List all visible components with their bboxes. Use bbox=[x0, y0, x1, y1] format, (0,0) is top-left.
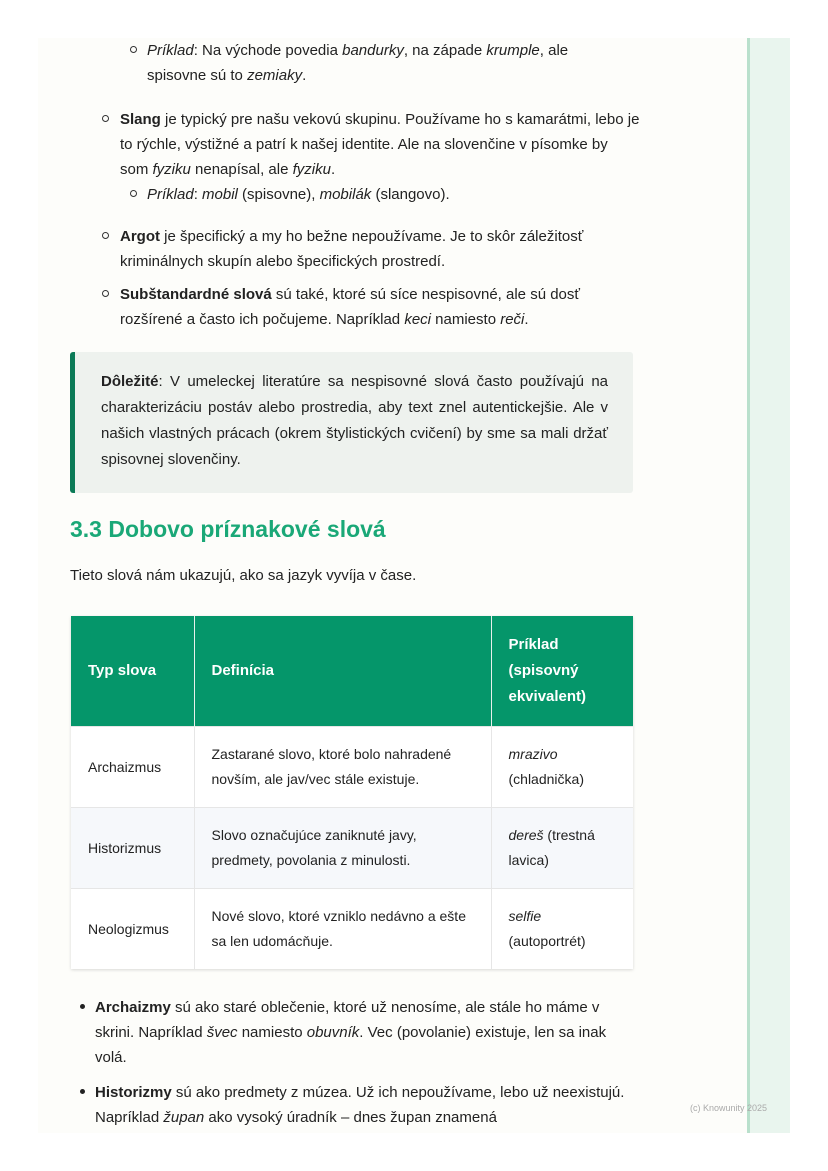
text-segment: sú ako staré oblečenie, ktoré už nenosíme, ale stále ho máme v skrini. Napríklad bbox=[95, 999, 600, 1041]
bullet-dot-icon bbox=[80, 1089, 85, 1094]
bullet-ring-icon bbox=[130, 46, 137, 53]
example-text bbox=[147, 182, 617, 207]
text-segment: namiesto bbox=[431, 311, 501, 328]
equivalent: (trestná lavica) bbox=[508, 827, 595, 868]
example-cell bbox=[491, 808, 633, 889]
bold-term: Subštandardné slová bbox=[120, 286, 272, 303]
list-item-historizmy bbox=[95, 1080, 640, 1130]
column-header: Príklad (spisovný ekvivalent) bbox=[491, 616, 633, 727]
text-segment: . bbox=[302, 67, 307, 84]
section-intro: Tieto slová nám ukazujú, ako sa jazyk vyvíja v čase. bbox=[70, 567, 417, 584]
bullet-ring-icon bbox=[102, 115, 109, 122]
definition-cell: Zastarané slovo, ktoré bolo nahradené novším, ale jav/vec stále existuje. bbox=[194, 727, 491, 808]
bullet-ring-icon bbox=[102, 290, 109, 297]
side-panel bbox=[747, 38, 790, 1133]
italic-word: Príklad bbox=[147, 42, 194, 59]
italic-word: mobilák bbox=[319, 186, 372, 203]
bullet-ring-icon bbox=[102, 232, 109, 239]
example-word: selfie bbox=[508, 908, 542, 924]
important-callout bbox=[70, 352, 633, 493]
text-segment: ako vysoký úradník – dnes župan znamená bbox=[204, 1109, 497, 1126]
text-segment: . bbox=[524, 311, 529, 328]
table-row bbox=[71, 808, 633, 889]
italic-word: zemiaky bbox=[247, 67, 303, 84]
italic-word: krumple bbox=[486, 42, 540, 59]
section-heading: 3.3 Dobovo príznakové slová bbox=[70, 516, 386, 542]
bold-term: Historizmy bbox=[95, 1084, 172, 1101]
bold-term: Argot bbox=[120, 228, 160, 245]
bold-term: Dôležité bbox=[101, 373, 159, 390]
table-row bbox=[71, 727, 633, 808]
callout-text bbox=[101, 369, 608, 473]
example-text bbox=[147, 38, 617, 88]
italic-word: fyziku bbox=[292, 161, 331, 178]
list-item-archaizmy bbox=[95, 995, 640, 1070]
bullet-dot-icon bbox=[80, 1004, 85, 1009]
table-header-row bbox=[71, 616, 633, 727]
list-item-slang bbox=[120, 107, 640, 182]
equivalent: (autoportrét) bbox=[508, 933, 586, 949]
table-row bbox=[71, 889, 633, 970]
list-item-argot bbox=[120, 224, 640, 274]
bold-term: Archaizmy bbox=[95, 999, 171, 1016]
example-word: mrazivo bbox=[508, 746, 558, 762]
text-segment: namiesto bbox=[237, 1024, 307, 1041]
italic-word: župan bbox=[163, 1109, 205, 1126]
column-header: Definícia bbox=[194, 616, 491, 727]
example-cell bbox=[491, 889, 633, 970]
bold-term: Slang bbox=[120, 111, 161, 128]
example-word: dereš bbox=[508, 827, 544, 843]
text-segment: , ale spisovne sú to bbox=[147, 42, 569, 84]
text-segment: : Na východe povedia bbox=[193, 42, 343, 59]
italic-word: reči bbox=[500, 311, 525, 328]
text-segment: je typický pre našu vekovú skupinu. Používame ho s kamarátmi, lebo je to rýchle, výstižné a patrí k našej identite. Ale na slovenčine v písomke by som bbox=[120, 111, 640, 178]
text-segment: : bbox=[193, 186, 203, 203]
italic-word: bandurky bbox=[342, 42, 404, 59]
text-segment: je špecifický a my ho bežne nepoužívame. Je to skôr záležitosť kriminálnych skupín alebo špecifických prostredí. bbox=[120, 228, 584, 270]
definition-cell: Nové slovo, ktoré vzniklo nedávno a ešte sa len udomácňuje. bbox=[194, 889, 491, 970]
definition-cell: Slovo označujúce zaniknuté javy, predmety, povolania z minulosti. bbox=[194, 808, 491, 889]
text-segment: sú ako predmety z múzea. Už ich nepoužívame, lebo už neexistujú. Napríklad bbox=[95, 1084, 625, 1126]
text-segment: (slangovo). bbox=[371, 186, 450, 203]
text-segment: (spisovne), bbox=[237, 186, 320, 203]
italic-word: keci bbox=[404, 311, 431, 328]
italic-word: Príklad bbox=[147, 186, 194, 203]
text-segment: , na západe bbox=[403, 42, 487, 59]
italic-word: fyziku bbox=[152, 161, 191, 178]
word-types-table bbox=[71, 616, 633, 969]
italic-word: švec bbox=[206, 1024, 238, 1041]
example-cell bbox=[491, 727, 633, 808]
bullet-ring-icon bbox=[130, 190, 137, 197]
text-segment: . Vec (povolanie) existuje, len sa inak volá. bbox=[95, 1024, 607, 1066]
text-segment: . bbox=[330, 161, 336, 178]
italic-word: obuvník bbox=[306, 1024, 360, 1041]
equivalent: (chladnička) bbox=[508, 771, 584, 787]
text-segment: sú také, ktoré sú síce nespisovné, ale sú dosť rozšírené a často ich počujeme. Napríklad bbox=[120, 286, 581, 328]
type-cell: Neologizmus bbox=[71, 889, 194, 970]
type-cell: Archaizmus bbox=[71, 727, 194, 808]
text-segment: : V umeleckej literatúre sa nespisovné slová často používajú na charakterizáciu postáv alebo prostredia, aby text znel autentickejšie. Ale v našich vlastných prácach (okrem štylistických cvičení) by sme sa mali držať spisovnej slovenčiny. bbox=[101, 373, 608, 468]
italic-word: mobil bbox=[202, 186, 238, 203]
text-segment: nenapísal, ale bbox=[190, 161, 293, 178]
copyright-footer: (c) Knowunity 2025 bbox=[690, 1103, 768, 1113]
list-item-substandard bbox=[120, 282, 625, 332]
column-header: Typ slova bbox=[71, 616, 194, 727]
type-cell: Historizmus bbox=[71, 808, 194, 889]
